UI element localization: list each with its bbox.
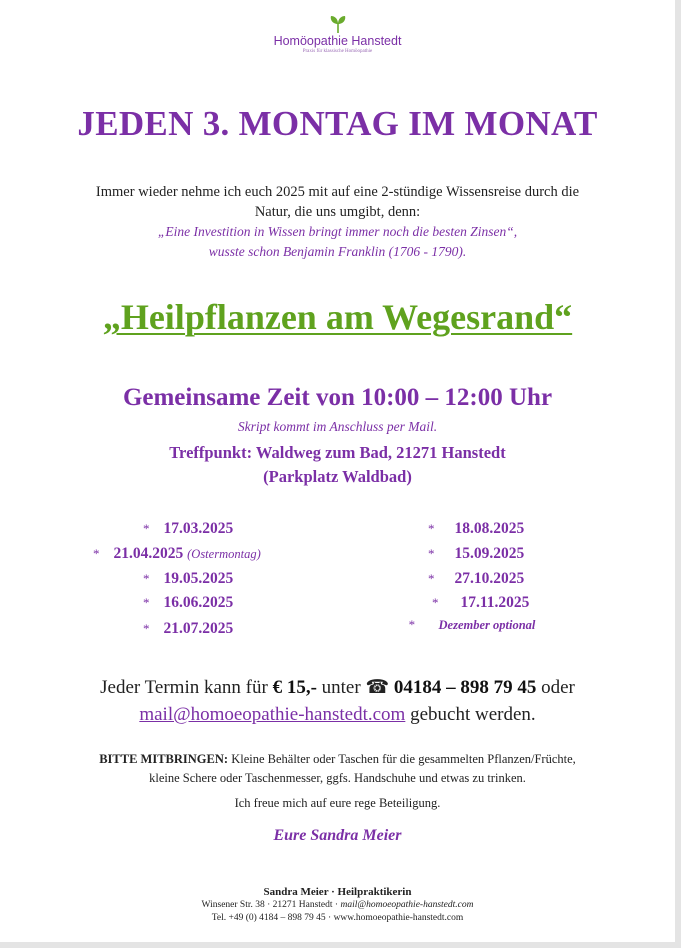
date-value: 18.08.2025 <box>454 520 525 537</box>
date-item <box>93 545 261 563</box>
date-item <box>143 620 233 638</box>
intro-line-2: Natur, die uns umgibt, denn: <box>254 204 421 220</box>
footer-email[interactable]: mail@homoeopathie-hanstedt.com <box>340 900 474 910</box>
date-item <box>143 570 233 588</box>
footer-address: Winsener Str. 38 · 21271 Hanstedt · <box>201 900 339 910</box>
phone-icon: ☎ <box>365 677 390 698</box>
headline: JEDEN 3. MONTAG IM MONAT <box>77 104 598 143</box>
date-value: 19.05.2025 <box>163 570 234 587</box>
meeting-point <box>0 441 675 489</box>
date-item <box>143 520 233 538</box>
bring-label: BITTE MITBRINGEN: <box>99 752 229 766</box>
date-item <box>428 520 524 538</box>
bullet-star: * <box>143 521 150 536</box>
bullet-star: * <box>143 571 150 586</box>
date-value: 16.06.2025 <box>163 594 234 611</box>
closing-note: Ich freue mich auf eure rege Beteiligung. <box>234 796 441 810</box>
date-item <box>408 617 535 633</box>
date-value: 27.10.2025 <box>454 570 525 587</box>
booking-suffix: oder <box>541 677 575 698</box>
bullet-star: * <box>428 546 435 561</box>
logo-tagline: Praxis für klassische Homöopathie <box>302 49 373 54</box>
logo <box>0 14 675 58</box>
date-item <box>432 594 529 612</box>
booking-price: € 15,- <box>272 677 317 698</box>
bullet-star: * <box>143 621 150 636</box>
date-value: 21.04.2025 <box>113 545 184 562</box>
bullet-star: * <box>432 595 439 610</box>
date-item <box>143 594 233 612</box>
date-item <box>428 570 524 588</box>
footer-address-line <box>0 899 675 912</box>
footer <box>0 886 675 925</box>
sprout-icon <box>327 14 349 34</box>
bullet-star: * <box>93 546 100 561</box>
date-value: 17.03.2025 <box>163 520 234 537</box>
page-edge-shadow <box>675 0 681 948</box>
booking-prefix: Jeder Termin kann für <box>100 677 268 698</box>
footer-name: Sandra Meier · Heilpraktikerin <box>263 886 412 898</box>
booking-end: gebucht werden. <box>410 704 536 725</box>
bullet-star: * <box>428 521 435 536</box>
date-value: 15.09.2025 <box>454 545 525 562</box>
script-note: Skript kommt im Anschluss per Mail. <box>237 419 438 434</box>
bullet-star: * <box>143 595 150 610</box>
date-value: Dezember optional <box>438 618 536 632</box>
date-item <box>428 545 524 563</box>
bullet-star: * <box>428 571 435 586</box>
bullet-star: * <box>408 617 415 632</box>
intro-line-1: Immer wieder nehme ich euch 2025 mit auf eine 2-stündige Wissensreise durch die <box>95 184 580 200</box>
bring-line-1 <box>0 750 675 769</box>
booking-info <box>0 674 675 728</box>
booking-middle: unter <box>321 677 361 698</box>
bring-text-1: Kleine Behälter oder Taschen für die gesammelten Pflanzen/Früchte, <box>231 752 576 766</box>
quote-line-2: wusste schon Benjamin Franklin (1706 - 1790). <box>208 244 467 259</box>
signature: Eure Sandra Meier <box>273 827 402 844</box>
event-time: Gemeinsame Zeit von 10:00 – 12:00 Uhr <box>122 384 553 411</box>
logo-name: Homöopathie Hanstedt <box>273 34 402 48</box>
date-value: 21.07.2025 <box>163 620 234 637</box>
date-value: 17.11.2025 <box>460 594 530 611</box>
footer-contact: Tel. +49 (0) 4184 – 898 79 45 · www.homoeopathie-hanstedt.com <box>211 913 464 923</box>
booking-line-1 <box>0 674 675 701</box>
event-title: „Heilpflanzen am Wegesrand“ <box>102 297 573 337</box>
intro-text <box>0 182 675 262</box>
booking-line-2 <box>0 701 675 728</box>
meeting-line-1: Treffpunkt: Waldweg zum Bad, 21271 Hanstedt <box>169 443 506 462</box>
bring-along <box>0 750 675 788</box>
page-edge-shadow <box>0 942 681 948</box>
bring-text-2: kleine Schere oder Taschenmesser, ggfs. Handschuhe und etwas zu trinken. <box>149 771 526 785</box>
meeting-line-2: (Parkplatz Waldbad) <box>263 467 412 486</box>
email-link[interactable]: mail@homoeopathie-hanstedt.com <box>139 704 406 725</box>
booking-phone[interactable]: 04184 – 898 79 45 <box>393 677 537 698</box>
date-note: (Ostermontag) <box>187 547 261 561</box>
quote-line-1: „Eine Investition in Wissen bringt immer noch die besten Zinsen“, <box>157 224 518 239</box>
